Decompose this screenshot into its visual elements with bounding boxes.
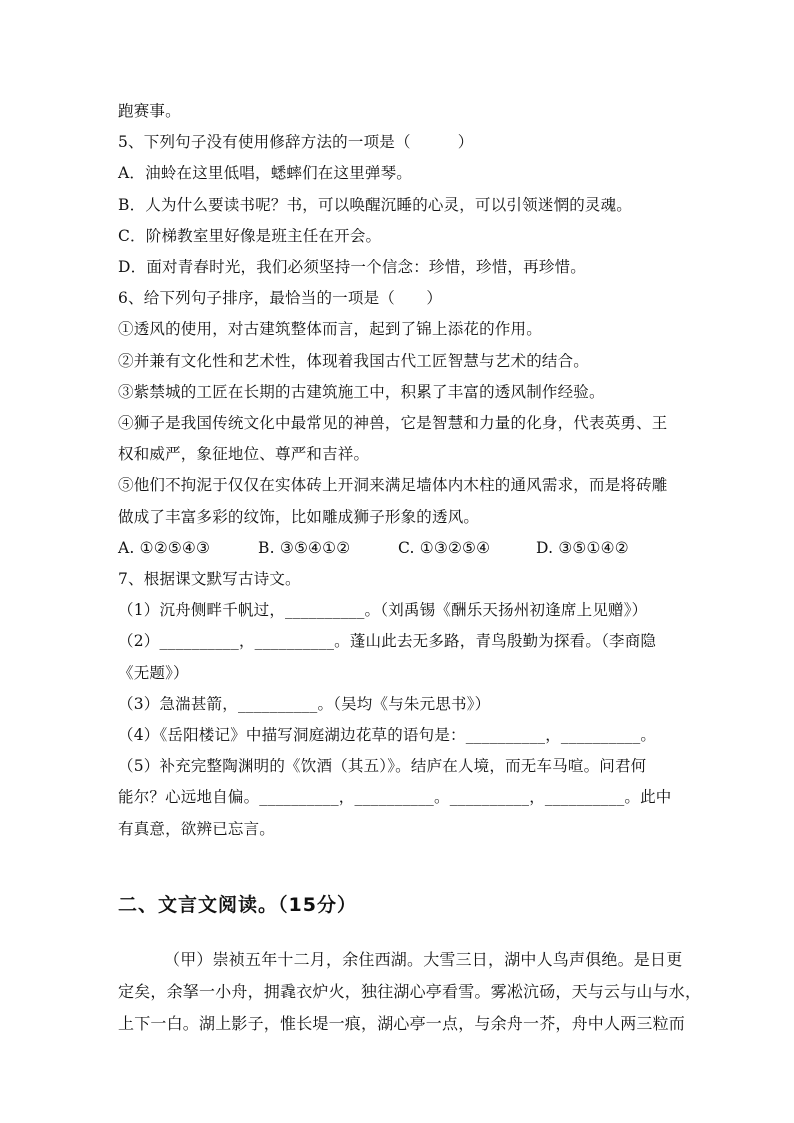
question-7-item-2: （2）__________，__________。蓬山此去无多路，青鸟殷勤为探看。（李商隐 xyxy=(118,632,657,651)
question-6-stem: 6、给下列句子排序，最恰当的一项是（ ） xyxy=(118,289,443,308)
classical-passage xyxy=(118,944,702,1040)
question-6-sentence-2: ②并兼有文化性和艺术性，体现着我国古代工匠智慧与艺术的结合。 xyxy=(118,351,590,370)
question-6-sentence-3: ③紫禁城的工匠在长期的古建筑施工中，积累了丰富的透风制作经验。 xyxy=(118,382,605,401)
question-6-sentence-5-cont: 做成了丰富多彩的纹饰，比如雕成狮子形象的透风。 xyxy=(118,507,480,526)
question-5-stem: 5、下列句子没有使用修辞方法的一项是（ ） xyxy=(118,133,474,152)
question-7-item-1: （1）沉舟侧畔千帆过，__________。（刘禹锡《酬乐天扬州初逢席上见赠》） xyxy=(118,601,648,620)
question-6-sentence-1: ①透风的使用，对古建筑整体而言，起到了锦上添花的作用。 xyxy=(118,320,542,339)
question-6-option-a: A. ①②⑤④③ xyxy=(118,538,211,557)
question-7-item-3: （3）急湍甚箭，__________。（吴均《与朱元思书》） xyxy=(118,694,491,713)
passage-line: （甲）崇祯五年十二月，余住西湖。大雪三日，湖中人鸟声俱绝。是日更 xyxy=(164,950,683,969)
question-6-sentence-4: ④狮子是我国传统文化中最常见的神兽，它是智慧和力量的化身，代表英勇、王 xyxy=(118,414,668,433)
question-5-option-d: D．面对青春时光，我们必须坚持一个信念：珍惜，珍惜，再珍惜。 xyxy=(118,258,586,277)
question-7-item-5: （5）补充完整陶渊明的《饮酒（其五）》。结庐在人境，而无车马喧。问君何 xyxy=(118,757,647,776)
question-6-option-d: D. ③⑤①④② xyxy=(536,538,629,557)
question-7-item-4: （4）《岳阳楼记》中描写洞庭湖边花草的语句是：__________，__________。 xyxy=(118,726,657,745)
question-6-sentence-5: ⑤他们不拘泥于仅仅在实体砖上开洞来满足墙体内木柱的通风需求，而是将砖雕 xyxy=(118,476,668,495)
question-6-sentence-4-cont: 权和威严，象征地位、尊严和吉祥。 xyxy=(118,445,370,464)
question-6-option-c: C. ①③②⑤④ xyxy=(398,538,491,557)
question-5-option-a: A．油蛉在这里低唱，蟋蟀们在这里弹琴。 xyxy=(118,164,412,183)
question-7-item-5-end: 有真意，欲辨已忘言。 xyxy=(118,819,276,838)
section-heading: 二、文言文阅读。（15分） xyxy=(118,894,357,916)
question-6-option-b: B. ③⑤④①② xyxy=(258,538,351,557)
question-7-item-2-cont: 《无题》） xyxy=(118,663,189,682)
passage-line: 上下一白。湖上影子，惟长堤一痕，湖心亭一点，与余舟一芥，舟中人两三粒而 xyxy=(118,1014,686,1033)
question-6-options xyxy=(118,533,678,564)
passage-line: 定矣，余拏一小舟，拥毳衣炉火，独往湖心亭看雪。雾凇沆砀，天与云与山与水， xyxy=(118,982,702,1001)
text-line: 跑赛事。 xyxy=(118,102,181,120)
question-7-stem: 7、根据课文默写古诗文。 xyxy=(118,570,301,589)
question-block xyxy=(118,96,678,845)
question-5-option-b: B．人为什么要读书呢？书，可以唤醒沉睡的心灵，可以引领迷惘的灵魂。 xyxy=(118,195,632,214)
question-5-option-c: C．阶梯教室里好像是班主任在开会。 xyxy=(118,226,382,245)
question-7-item-5-cont: 能尔？心远地自偏。__________，__________。__________，__________。此中 xyxy=(118,788,672,807)
